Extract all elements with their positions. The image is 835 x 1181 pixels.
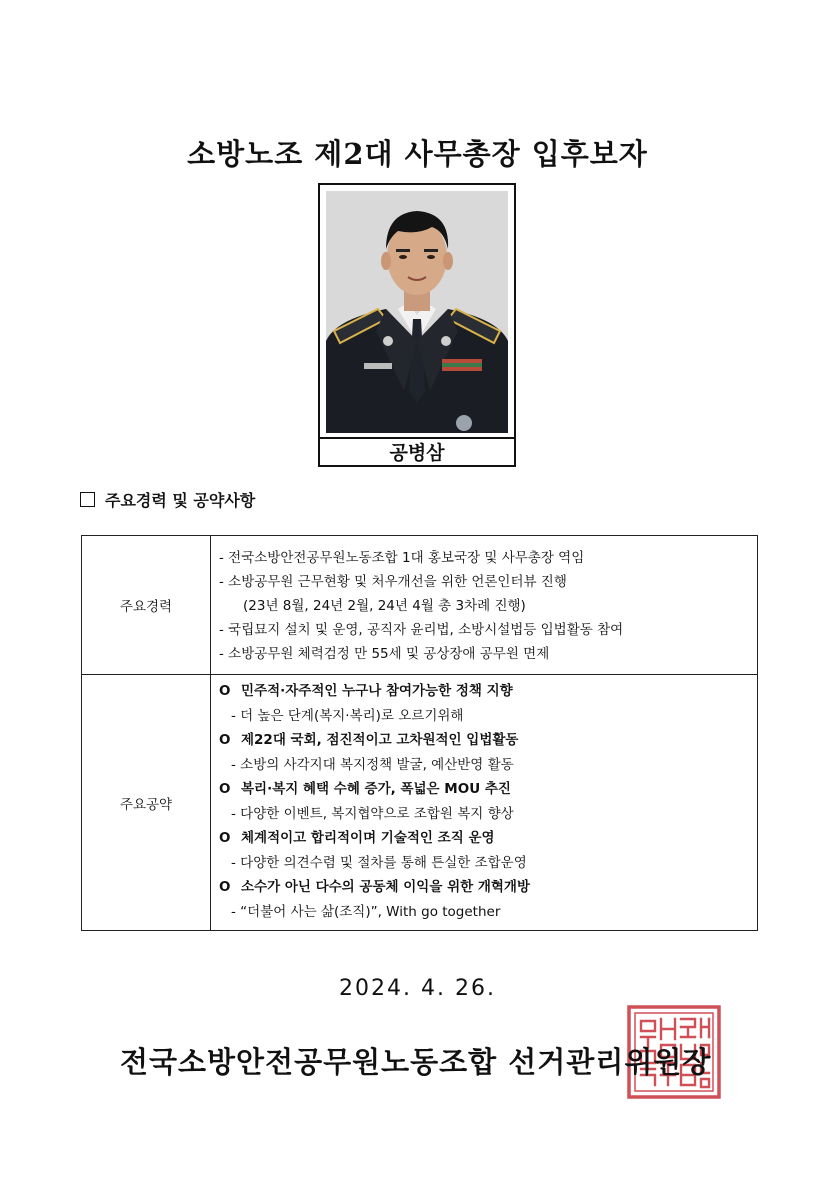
career-line: - 소방공무원 체력검정 만 55세 및 공상장애 공무원 면제	[219, 646, 550, 662]
organization-signature: 전국소방안전공무원노동조합 선거관리위원장	[120, 1045, 712, 1079]
candidate-portrait-image	[326, 191, 508, 433]
pledge-row	[82, 675, 758, 931]
candidate-photo	[326, 191, 508, 433]
career-line: - 소방공무원 근무현황 및 처우개선을 위한 언론인터뷰 진행	[219, 574, 567, 590]
pledge-content	[211, 675, 758, 931]
pledge-title-text: 제22대 국회, 점진적이고 고차원적인 입법활동	[241, 732, 519, 748]
pledge-title	[219, 679, 749, 704]
circle-marker-icon: O	[219, 781, 231, 797]
career-label: 주요경력	[82, 536, 211, 675]
pledge-detail: - 소방의 사각지대 복지정책 발굴, 예산반영 활동	[231, 757, 514, 773]
pledge-detail: - 더 높은 단계(복지·복리)로 오르기위해	[231, 708, 464, 724]
career-row	[82, 536, 758, 675]
checkbox-icon	[80, 492, 95, 507]
section-heading	[80, 488, 255, 511]
circle-marker-icon: O	[219, 683, 231, 699]
document-date: 2024. 4. 26.	[339, 976, 496, 1001]
pledge-label: 주요공약	[82, 675, 211, 931]
candidate-photo-frame	[318, 183, 516, 467]
pledge-detail: - “더불어 사는 삶(조직)”, With go together	[231, 904, 501, 920]
pledge-title	[219, 875, 749, 900]
pledge-title	[219, 728, 749, 753]
pledge-detail: - 다양한 의견수렴 및 절차를 통해 튼실한 조합운영	[231, 855, 527, 871]
career-line: - 전국소방안전공무원노동조합 1대 홍보국장 및 사무총장 역임	[219, 550, 585, 566]
pledge-title-text: 민주적·자주적인 누구나 참여가능한 정책 지향	[241, 683, 513, 699]
pledge-title-text: 소수가 아닌 다수의 공동체 이익을 위한 개혁개방	[241, 879, 531, 895]
career-pledge-table	[81, 535, 758, 931]
career-line: (23년 8월, 24년 2월, 24년 4월 총 3차례 진행)	[243, 598, 526, 614]
pledge-title-text: 복리·복지 혜택 수혜 증가, 폭넓은 MOU 추진	[241, 781, 511, 797]
circle-marker-icon: O	[219, 879, 231, 895]
section-heading-text: 주요경력 및 공약사항	[105, 491, 256, 510]
pledge-title	[219, 777, 749, 802]
career-line: - 국립묘지 설치 및 운영, 공직자 윤리법, 소방시설법등 입법활동 참여	[219, 622, 624, 638]
circle-marker-icon: O	[219, 732, 231, 748]
candidate-name: 공병삼	[320, 437, 514, 467]
circle-marker-icon: O	[219, 830, 231, 846]
career-content	[211, 536, 758, 675]
document-title: 소방노조 제2대 사무총장 입후보자	[187, 137, 648, 171]
pledge-title-text: 체계적이고 합리적이며 기술적인 조직 운영	[241, 830, 495, 846]
pledge-title	[219, 826, 749, 851]
pledge-detail: - 다양한 이벤트, 복지협약으로 조합원 복지 향상	[231, 806, 514, 822]
